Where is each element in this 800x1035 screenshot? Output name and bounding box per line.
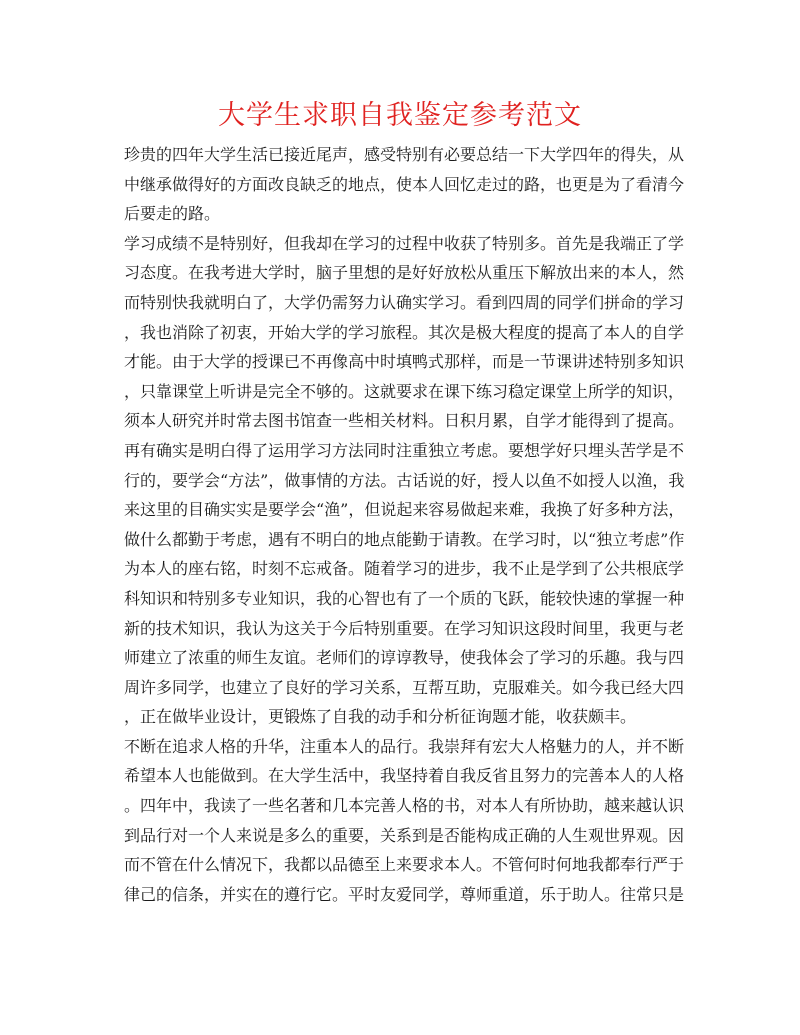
text-line: 学习成绩不是特别好，但我却在学习的过程中收获了特别多。首先是我端正了学 — [124, 233, 684, 253]
text-line: 。四年中，我读了一些名著和几本完善人格的书，对本人有所协助，越来越认识 — [124, 796, 684, 816]
text-line: 行的，要学会“方法”，做事情的方法。古话说的好，授人以鱼不如授人以渔，我 — [124, 470, 684, 490]
text-line: ，只靠课堂上听讲是完全不够的。这就要求在课下练习稳定课堂上所学的知识， — [124, 381, 684, 401]
text-line: 来这里的目确实实是要学会“渔”，但说起来容易做起来难，我换了好多种方法， — [124, 500, 684, 520]
text-line: 珍贵的四年大学生活已接近尾声，感受特别有必要总结一下大学四年的得失，从 — [124, 145, 684, 164]
text-line: 再有确实是明白得了运用学习方法同时注重独立考虑。要想学好只埋头苦学是不 — [124, 440, 684, 460]
text-line: 希望本人也能做到。在大学生活中，我坚持着自我反省且努力的完善本人的人格 — [124, 766, 684, 786]
text-line: 后要走的路。 — [124, 204, 221, 224]
text-line: 而特别快我就明白了，大学仍需努力认确实学习。看到四周的同学们拼命的学习 — [124, 292, 684, 312]
text-line: 习态度。在我考进大学时，脑子里想的是好好放松从重压下解放出来的本人，然 — [124, 263, 684, 283]
text-line: 到品行对一个人来说是多么的重要，关系到是否能构成正确的人生观世界观。因 — [124, 825, 684, 845]
text-line: ，我也消除了初衷，开始大学的学习旅程。其次是极大程度的提高了本人的自学 — [124, 322, 684, 342]
text-line: 新的技术知识，我认为这关于今后特别重要。在学习知识这段时间里，我更与老 — [124, 618, 684, 638]
text-line: 师建立了浓重的师生友谊。老师们的谆谆教导，使我体会了学习的乐趣。我与四 — [124, 648, 684, 668]
text-line: 不断在追求人格的升华，注重本人的品行。我崇拜有宏大人格魅力的人，并不断 — [124, 736, 684, 756]
text-line: 中继承做得好的方面改良缺乏的地点，使本人回忆走过的路，也更是为了看清今 — [124, 174, 684, 194]
text-line: 才能。由于大学的授课已不再像高中时填鸭式那样，而是一节课讲述特别多知识 — [124, 352, 684, 372]
document-body — [124, 140, 684, 909]
text-line: 须本人研究并时常去图书馆查一些相关材料。日积月累，自学才能得到了提高。 — [124, 411, 684, 431]
text-line: ，正在做毕业设计，更锻炼了自我的动手和分析征询题才能，收获颇丰。 — [124, 707, 637, 727]
text-line: 而不管在什么情况下，我都以品德至上来要求本人。不管何时何地我都奉行严于 — [124, 855, 684, 875]
text-line: 做什么都勤于考虑，遇有不明白的地点能勤于请教。在学习时，以“独立考虑”作 — [124, 529, 684, 549]
text-line: 科知识和特别多专业知识，我的心智也有了一个质的飞跃，能较快速的掌握一种 — [124, 588, 684, 608]
text-line: 律己的信条，并实在的遵行它。平时友爱同学，尊师重道，乐于助人。往常只是 — [124, 884, 684, 904]
document-title: 大学生求职自我鉴定参考范文 — [218, 100, 582, 131]
text-line: 周许多同学，也建立了良好的学习关系，互帮互助，克服难关。如今我已经大四 — [124, 677, 684, 697]
text-line: 为本人的座右铭，时刻不忘戒备。随着学习的进步，我不止是学到了公共根底学 — [124, 559, 684, 579]
